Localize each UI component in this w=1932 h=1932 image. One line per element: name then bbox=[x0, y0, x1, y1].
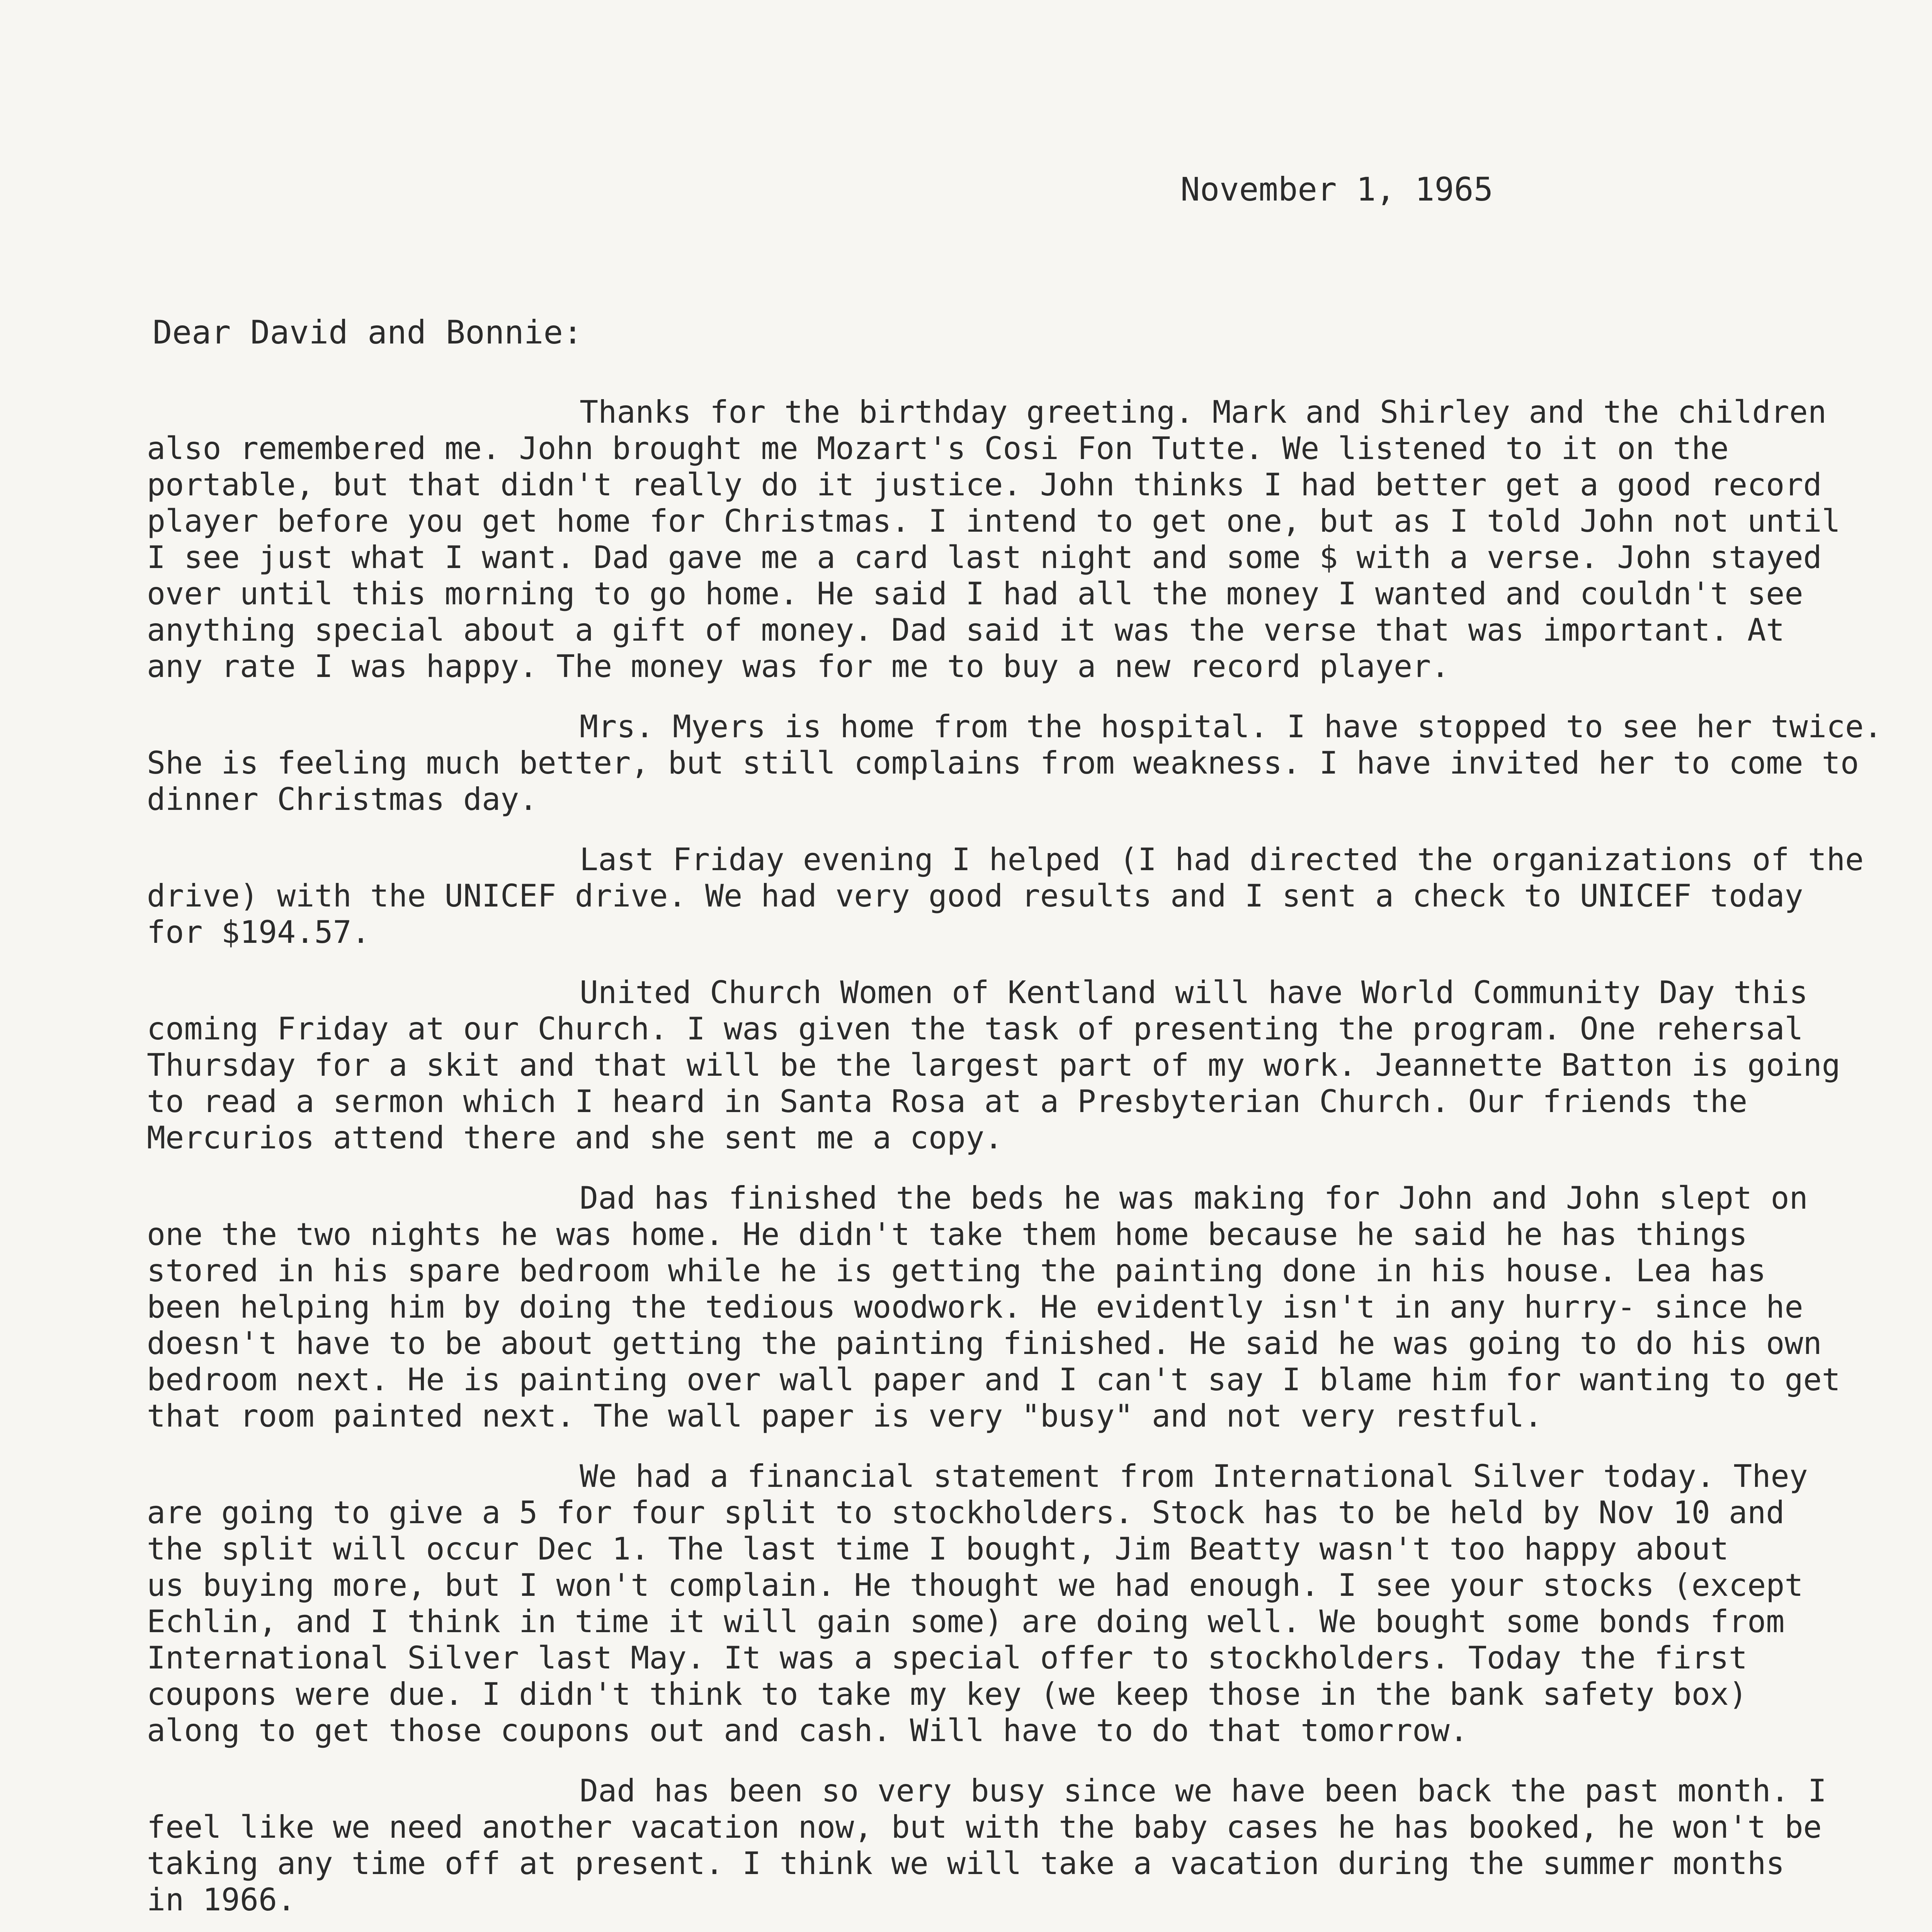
paragraph-line: for $194.57. bbox=[147, 914, 370, 950]
paragraph-line: coupons were due. I didn't think to take my key (we keep those in the bank safety box) bbox=[147, 1676, 1748, 1712]
paragraph-line: Echlin, and I think in time it will gain some) are doing well. We bought some bonds from bbox=[147, 1604, 1785, 1639]
letter-date: November 1, 1965 bbox=[1180, 170, 1493, 208]
paragraph-line: anything special about a gift of money. Dad said it was the verse that was important. At bbox=[147, 612, 1785, 648]
paragraph-line: Dad has finished the beds he was making for John and John slept on bbox=[580, 1180, 1808, 1216]
paragraph-line: also remembered me. John brought me Mozart's Cosi Fon Tutte. We listened to it on the bbox=[147, 430, 1729, 466]
paragraph-line: that room painted next. The wall paper is very "busy" and not very restful. bbox=[147, 1398, 1543, 1434]
paragraph-line: International Silver last May. It was a special offer to stockholders. Today the first bbox=[147, 1640, 1748, 1676]
paragraph-line: us buying more, but I won't complain. He thought we had enough. I see your stocks (except bbox=[147, 1567, 1803, 1603]
paragraph-line: United Church Women of Kentland will have World Community Day this bbox=[580, 975, 1808, 1010]
paragraph-line: any rate I was happy. The money was for me to buy a new record player. bbox=[147, 648, 1450, 684]
paragraph-line: taking any time off at present. I think we will take a vacation during the summer months bbox=[147, 1845, 1785, 1881]
paragraph bbox=[147, 1180, 1924, 1434]
paragraph-line: feel like we need another vacation now, but with the baby cases he has booked, he won't be bbox=[147, 1809, 1822, 1845]
paragraph-line: Dad has been so very busy since we have been back the past month. I bbox=[580, 1773, 1827, 1809]
paragraph-line: bedroom next. He is painting over wall paper and I can't say I blame him for wanting to get bbox=[147, 1362, 1840, 1398]
paragraph-line: Thursday for a skit and that will be the largest part of my work. Jeannette Batton is going bbox=[147, 1047, 1840, 1083]
salutation: Dear David and Bonnie: bbox=[153, 313, 583, 351]
paragraph bbox=[147, 1773, 1924, 1918]
letter-body bbox=[147, 394, 1924, 1932]
paragraph-line: coming Friday at our Church. I was given the task of presenting the program. One rehersal bbox=[147, 1011, 1803, 1047]
paragraph-line: player before you get home for Christmas. I intend to get one, but as I told John not until bbox=[147, 503, 1840, 539]
paragraph-line: in 1966. bbox=[147, 1882, 296, 1918]
paragraph-line: I see just what I want. Dad gave me a card last night and some $ with a verse. John stayed bbox=[147, 539, 1822, 575]
paragraph-line: Mrs. Myers is home from the hospital. I have stopped to see her twice. bbox=[580, 709, 1883, 745]
paragraph-line: along to get those coupons out and cash. Will have to do that tomorrow. bbox=[147, 1713, 1468, 1748]
paragraph-line: to read a sermon which I heard in Santa Rosa at a Presbyterian Church. Our friends the bbox=[147, 1083, 1748, 1119]
paragraph bbox=[147, 709, 1924, 818]
paragraph-line: are going to give a 5 for four split to stockholders. Stock has to be held by Nov 10 and bbox=[147, 1495, 1785, 1531]
paragraph-line: Mercurios attend there and she sent me a copy. bbox=[147, 1120, 1003, 1156]
paragraph-line: one the two nights he was home. He didn't take them home because he said he has things bbox=[147, 1216, 1748, 1252]
paragraph-line: We had a financial statement from International Silver today. They bbox=[580, 1458, 1808, 1494]
paragraph-line: She is feeling much better, but still complains from weakness. I have invited her to come to bbox=[147, 745, 1859, 781]
paragraph-line: Thanks for the birthday greeting. Mark and Shirley and the children bbox=[580, 394, 1827, 430]
paragraph-line: stored in his spare bedroom while he is getting the painting done in his house. Lea has bbox=[147, 1253, 1766, 1289]
paragraph-line: over until this morning to go home. He said I had all the money I wanted and couldn't see bbox=[147, 576, 1803, 612]
paragraph-line: Last Friday evening I helped (I had directed the organizations of the bbox=[580, 842, 1864, 878]
paragraph-line: doesn't have to be about getting the painting finished. He said he was going to do his own bbox=[147, 1325, 1822, 1361]
paragraph bbox=[147, 842, 1924, 951]
paragraph-line: been helping him by doing the tedious woodwork. He evidently isn't in any hurry- since he bbox=[147, 1289, 1803, 1325]
paragraph-line: drive) with the UNICEF drive. We had very good results and I sent a check to UNICEF today bbox=[147, 878, 1803, 914]
paragraph bbox=[147, 394, 1924, 685]
paragraph-line: dinner Christmas day. bbox=[147, 781, 538, 817]
paragraph-line: the split will occur Dec 1. The last time I bought, Jim Beatty wasn't too happy about bbox=[147, 1531, 1729, 1567]
paragraph-line: portable, but that didn't really do it justice. John thinks I had better get a good record bbox=[147, 467, 1822, 503]
paragraph bbox=[147, 1458, 1924, 1749]
paragraph bbox=[147, 975, 1924, 1156]
